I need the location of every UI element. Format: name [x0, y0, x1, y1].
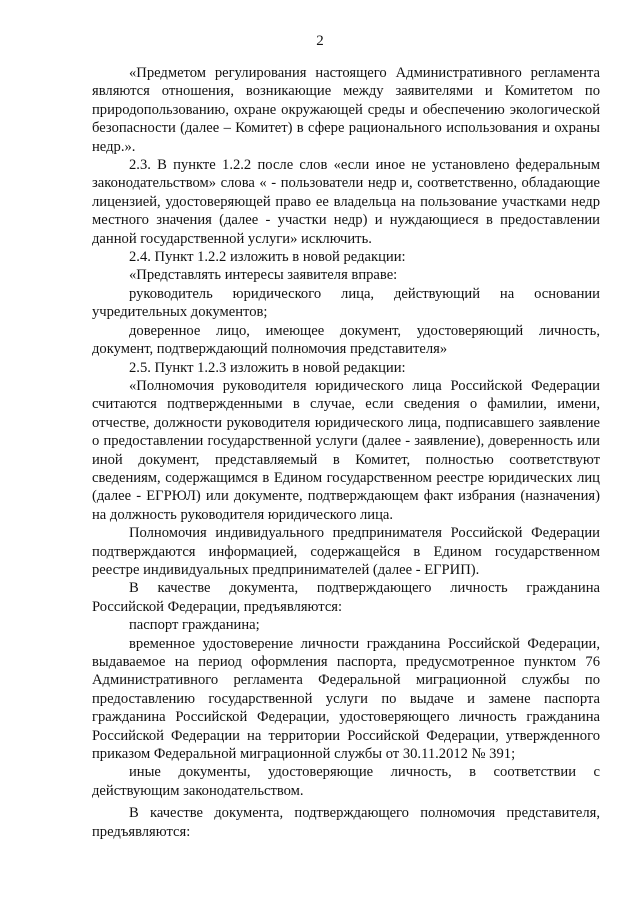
list-item-temporary-id: временное удостоверение личности гражданина Российской Федерации, выдаваемое на период оформления паспорта, предусмотренное пунктом 76 Административного регламента Федеральной миграционной службы по предоставлению государственной услуги по выдаче и замене паспорта гражданина Российской Федерации, удостоверяющего личность гражданина Российской Федерации на территории Российской Федерации, утвержденного приказом Федеральной миграционной службы от 30.11.2012 № 391; [92, 635, 600, 763]
list-item-passport: паспорт гражданина; [129, 617, 260, 634]
document-body [92, 64, 600, 841]
list-item-other-documents: иные документы, удостоверяющие личность, в соответствии с действующим законодательством. [92, 764, 600, 799]
paragraph-representatives-intro: «Представлять интересы заявителя вправе: [129, 267, 398, 284]
paragraph-head-authority: «Полномочия руководителя юридического лица Российской Федерации считаются подтвержденными в случае, если сведения о фамилии, имени, отчестве, должности руководителя юридического лица, подписавшего заявление о предоставлении государственной услуги (далее - заявление), доверенность или иной документ, представляемый в Комитет, полностью соответствуют сведениям, содержащимся в Едином государственном реестре юридических лиц (далее - ЕГРЮЛ) или документе, подтверждающем факт избрания (назначения) на должность руководителя юридического лица. [92, 377, 600, 523]
paragraph-clause-2-5: 2.5. Пункт 1.2.3 изложить в новой редакции: [129, 359, 406, 376]
paragraph-legal-entity-head: руководитель юридического лица, действующий на основании учредительных документов; [92, 285, 600, 321]
paragraph-clause-2-4: 2.4. Пункт 1.2.2 изложить в новой редакции: [129, 249, 406, 266]
paragraph-authorized-person: доверенное лицо, имеющее документ, удостоверяющий личность, документ, подтверждающий полномочия представителя» [92, 322, 600, 358]
paragraph-subject-of-regulation: «Предметом регулирования настоящего Административного регламента являются отношения, возникающие между заявителями и Комитетом по природопользованию, охране окружающей среды и обеспечению экологической безопасности (далее – Комитет) в сфере рационального использования и охраны недр.». [92, 65, 600, 155]
page-number: 2 [316, 33, 324, 49]
paragraph-representative-documents-intro: В качестве документа, подтверждающего полномочия представителя, предъявляются: [92, 805, 600, 840]
paragraph-entrepreneur-authority: Полномочия индивидуального предпринимателя Российской Федерации подтверждаются информацией, содержащейся в Едином государственном реестре индивидуальных предпринимателей (далее - ЕГРИП). [92, 525, 600, 578]
paragraph-identity-documents-intro: В качестве документа, подтверждающего личность гражданина Российской Федерации, предъявляются: [92, 580, 600, 615]
paragraph-clause-2-3: 2.3. В пункте 1.2.2 после слов «если иное не установлено федеральным законодательством» слова « - пользователи недр и, соответственно, обладающие лицензией, удостоверяющей право ее владельца на пользование участками недр местного значения (далее - участки недр) и нуждающиеся в предоставлении данной государственной услуги» исключить. [92, 157, 600, 247]
